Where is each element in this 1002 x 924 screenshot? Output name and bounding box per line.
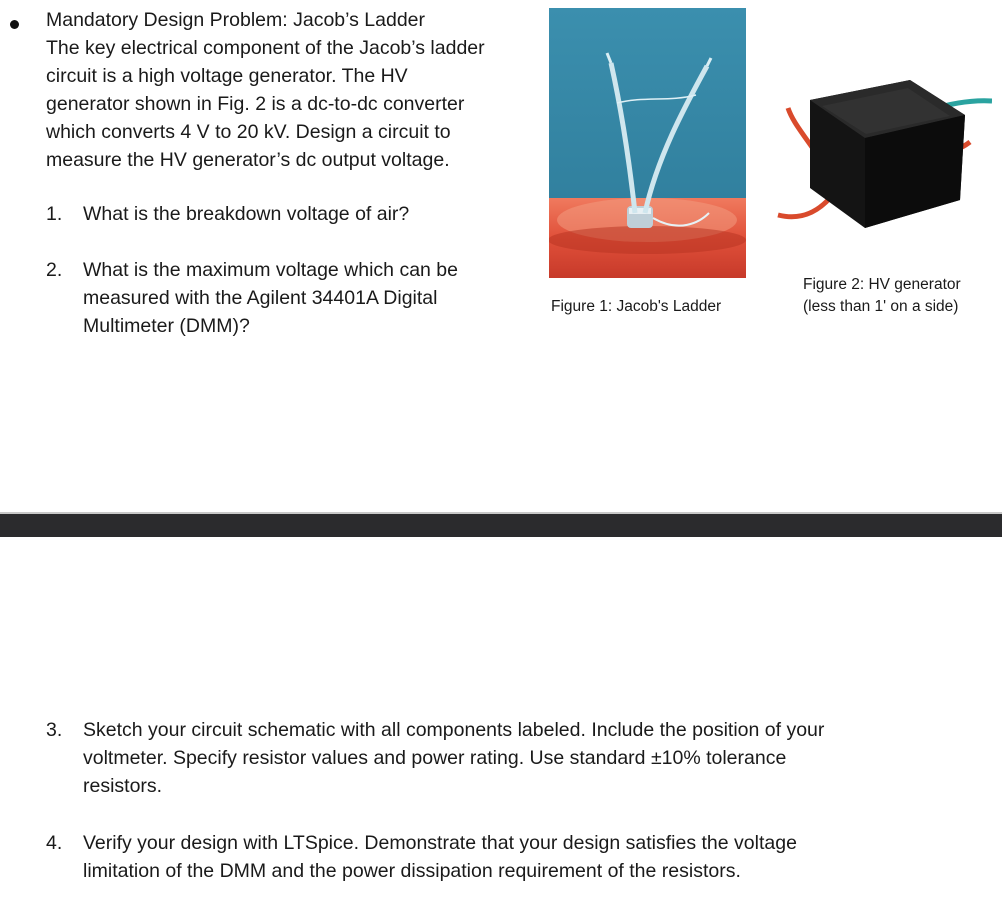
question-4	[46, 829, 946, 885]
question-text: measured with the Agilent 34401A Digital	[83, 287, 438, 309]
question-text: Sketch your circuit schematic with all components labeled. Include the position of your	[83, 719, 825, 741]
question-1	[46, 200, 409, 228]
question-text: What is the breakdown voltage of air?	[83, 203, 410, 225]
question-text: voltmeter. Specify resistor values and power rating. Use standard ±10% tolerance	[83, 747, 787, 769]
intro-line: circuit is a high voltage generator. The HV	[46, 65, 408, 87]
intro-paragraph	[46, 6, 485, 174]
question-text: What is the maximum voltage which can be	[83, 259, 458, 281]
figure-2-hv-generator-image	[770, 70, 992, 240]
question-number: 1.	[46, 203, 63, 225]
question-text: Verify your design with LTSpice. Demonstrate that your design satisfies the voltage	[83, 832, 797, 854]
intro-line: measure the HV generator’s dc output voltage.	[46, 149, 450, 171]
figure-2-caption-line: Figure 2: HV generator	[803, 276, 961, 293]
figure-1-caption: Figure 1: Jacob's Ladder	[551, 298, 722, 315]
page-divider-band	[0, 512, 1002, 537]
figure-2-caption-line: (less than 1' on a side)	[803, 298, 959, 315]
question-text: Multimeter (DMM)?	[83, 315, 250, 337]
question-number: 4.	[46, 832, 63, 854]
question-number: 3.	[46, 719, 63, 741]
question-3	[46, 716, 946, 800]
figure-1-jacobs-ladder-image	[549, 8, 746, 278]
intro-line: Mandatory Design Problem: Jacob’s Ladder	[46, 9, 426, 31]
figure-2-caption	[803, 274, 961, 318]
intro-line: generator shown in Fig. 2 is a dc-to-dc converter	[46, 93, 465, 115]
bullet-point	[10, 20, 19, 29]
question-2	[46, 256, 516, 340]
question-text: resistors.	[83, 775, 163, 797]
intro-line: which converts 4 V to 20 kV. Design a circuit to	[46, 121, 451, 143]
intro-line: The key electrical component of the Jacob’s ladder	[46, 37, 485, 59]
question-text: limitation of the DMM and the power dissipation requirement of the resistors.	[83, 860, 741, 882]
question-number: 2.	[46, 259, 63, 281]
